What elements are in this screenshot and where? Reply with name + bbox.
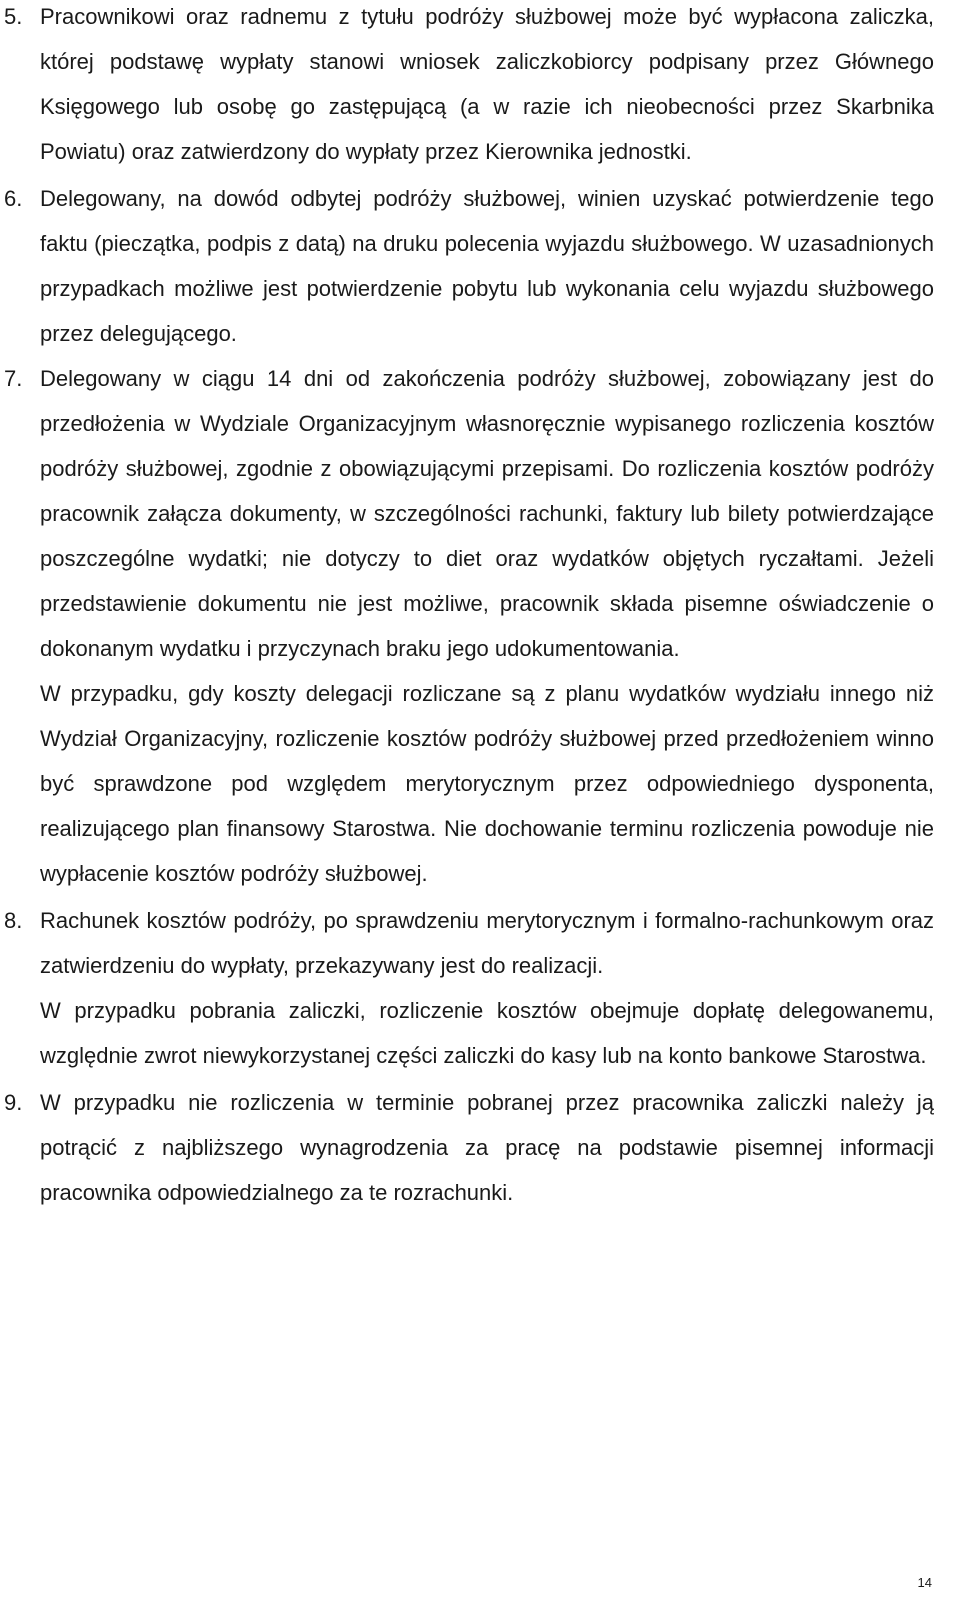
item-paragraph (0, 671, 960, 896)
item-text: Pracownikowi oraz radnemu z tytułu podróży służbowej może być wypłacona zaliczka, której podstawę wypłaty stanowi wniosek zaliczkobiorcy podpisany przez Głównego Księgowego lub osobę go zastępującą (a w razie ich nieobecności przez Skarbnika Powiatu) oraz zatwierdzony do wypłaty przez Kierownika jednostki. (40, 4, 934, 164)
list-item (0, 0, 960, 174)
item-number: 7. (4, 366, 23, 391)
item-number: 9. (4, 1090, 23, 1115)
page-number: 14 (917, 1575, 932, 1590)
item-number: 6. (4, 186, 23, 211)
paragraph-text: W przypadku pobrania zaliczki, rozliczenie kosztów obejmuje dopłatę delegowanemu, względnie zwrot niewykorzystanej części zaliczki do kasy lub na konto bankowe Starostwa. (40, 998, 934, 1068)
list-item (0, 176, 960, 356)
list-item (0, 898, 960, 988)
item-text: W przypadku nie rozliczenia w terminie pobranej przez pracownika zaliczki należy ją potrącić z najbliższego wynagrodzenia za pracę na podstawie pisemnej informacji pracownika odpowiedzialnego za te rozrachunki. (40, 1090, 934, 1205)
item-text: Delegowany w ciągu 14 dni od zakończenia podróży służbowej, zobowiązany jest do przedłożenia w Wydziale Organizacyjnym własnoręcznie wypisanego rozliczenia kosztów podróży służbowej, zgodnie z obowiązującymi przepisami. Do rozliczenia kosztów podróży pracownik załącza dokumenty, w szczególności rachunki, faktury lub bilety potwierdzające poszczególne wydatki; nie dotyczy to diet oraz wydatków objętych ryczałtami. Jeżeli przedstawienie dokumentu nie jest możliwe, pracownik składa pisemne oświadczenie o dokonanym wydatku i przyczynach braku jego udokumentowania. (40, 366, 934, 661)
item-text: Rachunek kosztów podróży, po sprawdzeniu merytorycznym i formalno-rachunkowym oraz zatwierdzeniu do wypłaty, przekazywany jest do realizacji. (40, 908, 934, 978)
list-item (0, 356, 960, 671)
item-number: 8. (4, 908, 23, 933)
list-item (0, 1080, 960, 1215)
item-paragraph (0, 988, 960, 1078)
paragraph-text: W przypadku, gdy koszty delegacji rozliczane są z planu wydatków wydziału innego niż Wydział Organizacyjny, rozliczenie kosztów podróży służbowej przed przedłożeniem winno być sprawdzone pod względem merytorycznym przez odpowiedniego dysponenta, realizującego plan finansowy Starostwa. Nie dochowanie terminu rozliczenia powoduje nie wypłacenie kosztów podróży służbowej. (40, 681, 934, 886)
item-number: 5. (4, 4, 23, 29)
item-text: Delegowany, na dowód odbytej podróży służbowej, winien uzyskać potwierdzenie tego faktu (pieczątka, podpis z datą) na druku polecenia wyjazdu służbowego. W uzasadnionych przypadkach możliwe jest potwierdzenie pobytu lub wykonania celu wyjazdu służbowego przez delegującego. (40, 186, 934, 346)
